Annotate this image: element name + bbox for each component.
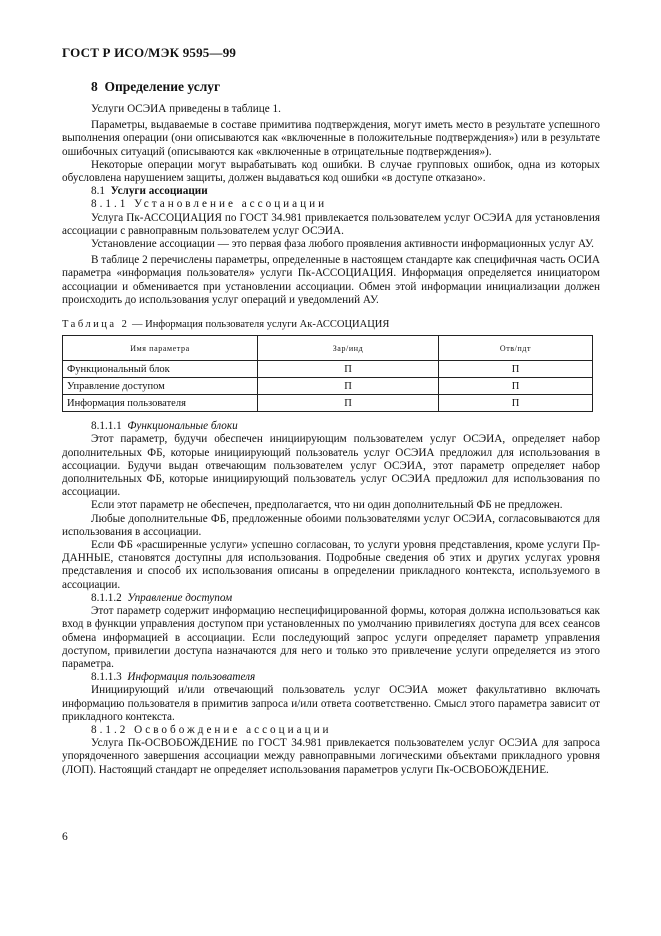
paragraph: Услуга Пк-ОСВОБОЖДЕНИЕ по ГОСТ 34.981 привлекается пользователем услуг ОСЭИА для запроса упорядоченного завершения ассоциации между равноправными логическими объектами прикладного уровня (ЛОП). Настоящий стандарт не определяет использования параметров услуги Пк-ОСВОБОЖДЕНИЕ. xyxy=(62,737,600,776)
table-cell: П xyxy=(439,378,593,395)
subsection-heading-8-1-1-2 xyxy=(62,592,600,605)
table-caption-text: — Информация пользователя услуги Ак-АССОЦИАЦИЯ xyxy=(129,319,390,331)
heading-title: Информация пользователя xyxy=(127,671,256,684)
heading-number: 8.1.1.3 xyxy=(91,671,122,684)
subsection-heading-8-1-1-3 xyxy=(62,671,600,684)
paragraph: Любые дополнительные ФБ, предложенные обоими пользователями услуг ОСЭИА, согласовываются для использования в ассоциации. xyxy=(62,512,600,538)
section-heading xyxy=(91,79,220,95)
table-cell: Информация пользователя xyxy=(63,395,258,412)
heading-title: Функциональные блоки xyxy=(127,420,238,433)
parameters-table xyxy=(62,335,593,412)
table-cell: П xyxy=(439,361,593,378)
table-cell: Функциональный блок xyxy=(63,361,258,378)
paragraph: Услуга Пк-АССОЦИАЦИЯ по ГОСТ 34.981 привлекается пользователем услуг ОСЭИА для установления ассоциации с равноправным пользователем услуг ОСЭИА. xyxy=(62,211,600,237)
table-cell: П xyxy=(439,395,593,412)
paragraph: Этот параметр, будучи обеспечен инициирующим пользователем услуг ОСЭИА, определяет набор дополнительных ФБ, которые инициирующий пользователь услуг ОСЭИА предложил для использования в ассоциации. Будучи выдан отвечающим пользователем услуг ОСЭИА, этот параметр определяет набор дополнительных ФБ, которые инициирующий пользователь услуг ОСЭИА предложил для использования по ассоциации. xyxy=(62,433,600,499)
section-title: Определение услуг xyxy=(104,79,221,94)
paragraph: Услуги ОСЭИА приведены в таблице 1. xyxy=(91,103,281,115)
paragraph: Параметры, выдаваемые в составе примитива подтверждения, могут иметь место в результате успешного выполнения операции (они описываются как «включенные в положительные подтверждения») или в результате ошибочных ситуаций (описываются как «включенные в отрицательные подтверждения»). xyxy=(62,119,600,158)
paragraph: Если этот параметр не обеспечен, предполагается, что ни один дополнительный ФБ не предложен. xyxy=(91,499,563,512)
paragraph: Если ФБ «расширенные услуги» успешно согласован, то услуги уровня представления, кроме услуги Пр-ДАННЫЕ, становятся доступны для использования. Подробные сведения об этих и других услугах уровня представления и способ их использования описаны в определении прикладного контекста, используемого в ассоциации. xyxy=(62,539,600,591)
heading-number: 8.1 xyxy=(91,185,105,198)
table-caption xyxy=(62,318,600,331)
page-number: 6 xyxy=(62,831,68,843)
table-header-row xyxy=(63,336,593,361)
table-header-cell: Зар/инд xyxy=(258,336,439,361)
document-header: ГОСТ Р ИСО/МЭК 9595—99 xyxy=(62,45,237,60)
paragraph: Установление ассоциации — это первая фаза любого проявления активности информационных услуг АУ. xyxy=(91,238,594,251)
paragraph: Этот параметр содержит информацию неспецифицированной формы, которая должна использоваться как вход в функции управления доступом при установленных по умолчанию привилегиях доступа для всех сеансов обмена информацией в ассоциации. Если последующий запрос услуги определяет параметр управления доступом, привилегии доступа назначаются для него и только это привлечение услуги определяется из этого параметра. xyxy=(62,605,600,670)
heading-number: 8.1.1.1 xyxy=(91,420,122,433)
paragraph: В таблице 2 перечислены параметры, определенные в настоящем стандарте как специфичная часть ОСИА параметра «информация пользователя» услуги Пк-АССОЦИАЦИЯ. Информация определяется инициатором ассоциации и обменивается при установлении ассоциации. Обмен этой информации инициализации должен происходить до использования услуг операций и уведомлений АУ. xyxy=(62,254,600,306)
subsection-heading-8-1-1-1 xyxy=(62,420,600,433)
document-body xyxy=(62,103,600,777)
section-number: 8 xyxy=(91,79,98,94)
subsection-heading-8-1-2: 8.1.2 Освобождение ассоциации xyxy=(91,723,332,736)
subsection-heading-8-1 xyxy=(62,185,600,198)
table-header-cell: Имя параметра xyxy=(63,336,258,361)
table-row xyxy=(63,395,593,412)
table-row xyxy=(63,361,593,378)
table-header-cell: Отв/пдт xyxy=(439,336,593,361)
subsection-heading-8-1-1: 8.1.1 Установление ассоциации xyxy=(91,198,328,211)
heading-title: Услуги ассоциации xyxy=(110,185,208,198)
heading-title: Управление доступом xyxy=(127,591,233,604)
heading-number: 8.1.1.2 xyxy=(91,591,122,604)
table-cell: Управление доступом xyxy=(63,378,258,395)
table-cell: П xyxy=(258,378,439,395)
table-caption-label: Таблица 2 xyxy=(62,319,130,331)
table-cell: П xyxy=(258,395,439,412)
table-cell: П xyxy=(258,361,439,378)
paragraph: Некоторые операции могут вырабатывать код ошибки. В случае групповых ошибок, одна из которых обусловлена нарушением защиты, должен выдаваться код ошибки «в доступе отказано». xyxy=(62,158,600,185)
paragraph: Инициирующий и/или отвечающий пользователь услуг ОСЭИА может факультативно включать информацию пользователя в примитив запроса и/или ответа соответственно. Смысл этого параметра зависит от прикладного контекста. xyxy=(62,684,600,723)
table-row xyxy=(63,378,593,395)
